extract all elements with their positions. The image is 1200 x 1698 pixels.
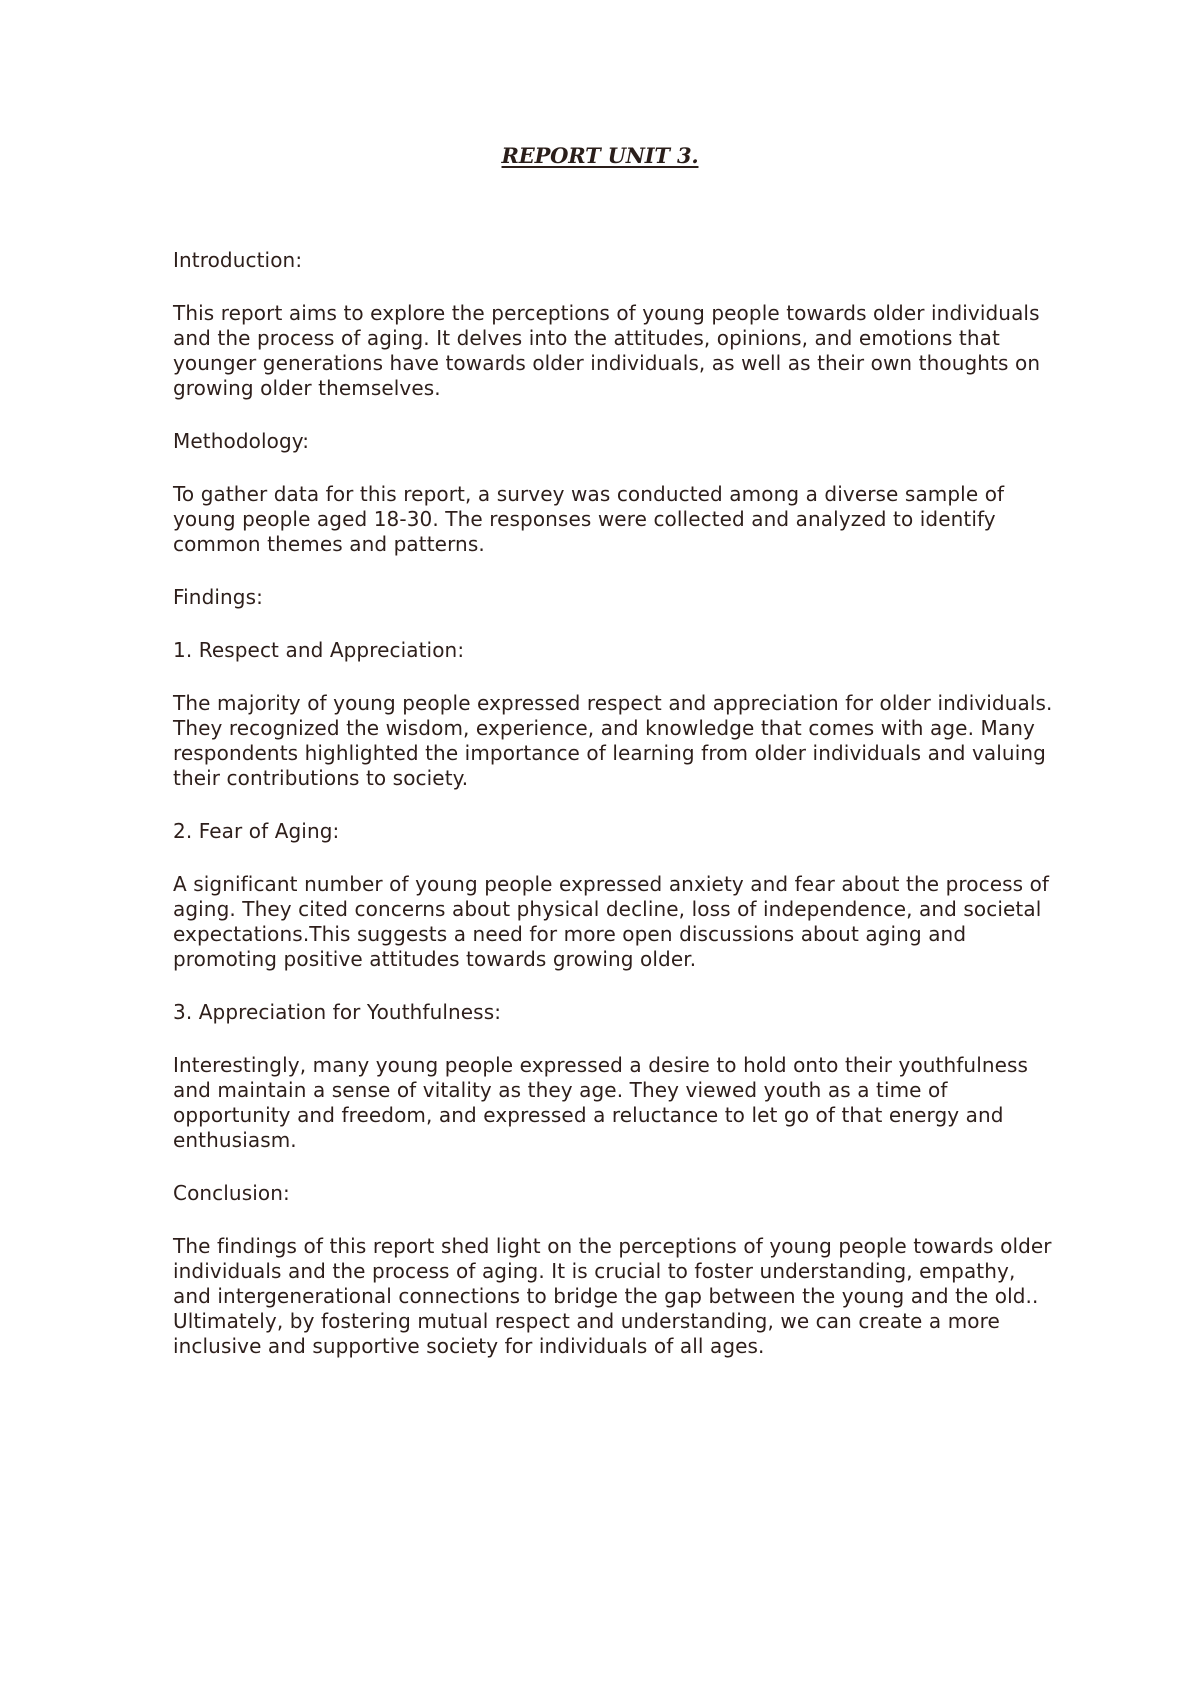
paragraph-methodology: To gather data for this report, a survey was conducted among a diverse sample of young people aged 18-30. The responses were collected and analyzed to identify common themes and patterns. <box>173 482 1005 556</box>
finding-heading-respect: 1. Respect and Appreciation: <box>173 638 465 662</box>
section-heading-conclusion: Conclusion: <box>173 1181 290 1205</box>
finding-heading-fear: 2. Fear of Aging: <box>173 819 340 843</box>
report-body <box>173 248 1053 1387</box>
paragraph-fear: A significant number of young people expressed anxiety and fear about the process of aging. They cited concerns about physical decline, loss of independence, and societal expectations.This suggests a need for more open discussions about aging and promoting positive attitudes towards growing older. <box>173 872 1050 971</box>
paragraph-introduction: This report aims to explore the perceptions of young people towards older individuals and the process of aging. It delves into the attitudes, opinions, and emotions that younger generations have towards older individuals, as well as their own thoughts on growing older themselves. <box>173 301 1041 400</box>
paragraph-respect: The majority of young people expressed respect and appreciation for older individuals. They recognized the wisdom, experience, and knowledge that comes with age. Many respondents highlighted the importance of learning from older individuals and valuing their contributions to society. <box>173 691 1053 790</box>
report-title: REPORT UNIT 3. <box>501 143 699 168</box>
paragraph-youthfulness: Interestingly, many young people expressed a desire to hold onto their youthfulness and maintain a sense of vitality as they age. They viewed youth as a time of opportunity and freedom, and expressed a reluctance to let go of that energy and enthusiasm. <box>173 1053 1029 1152</box>
paragraph-conclusion: The findings of this report shed light on the perceptions of young people towards older individuals and the process of aging. It is crucial to foster understanding, empathy, and intergenerational connections to bridge the gap between the young and the old.. Ultimately, by fostering mutual respect and understanding, we can create a more inclusive and supportive society for individuals of all ages. <box>173 1234 1052 1358</box>
section-heading-findings: Findings: <box>173 585 263 609</box>
section-heading-introduction: Introduction: <box>173 248 303 272</box>
finding-heading-youthfulness: 3. Appreciation for Youthfulness: <box>173 1000 502 1024</box>
section-heading-methodology: Methodology: <box>173 429 310 453</box>
